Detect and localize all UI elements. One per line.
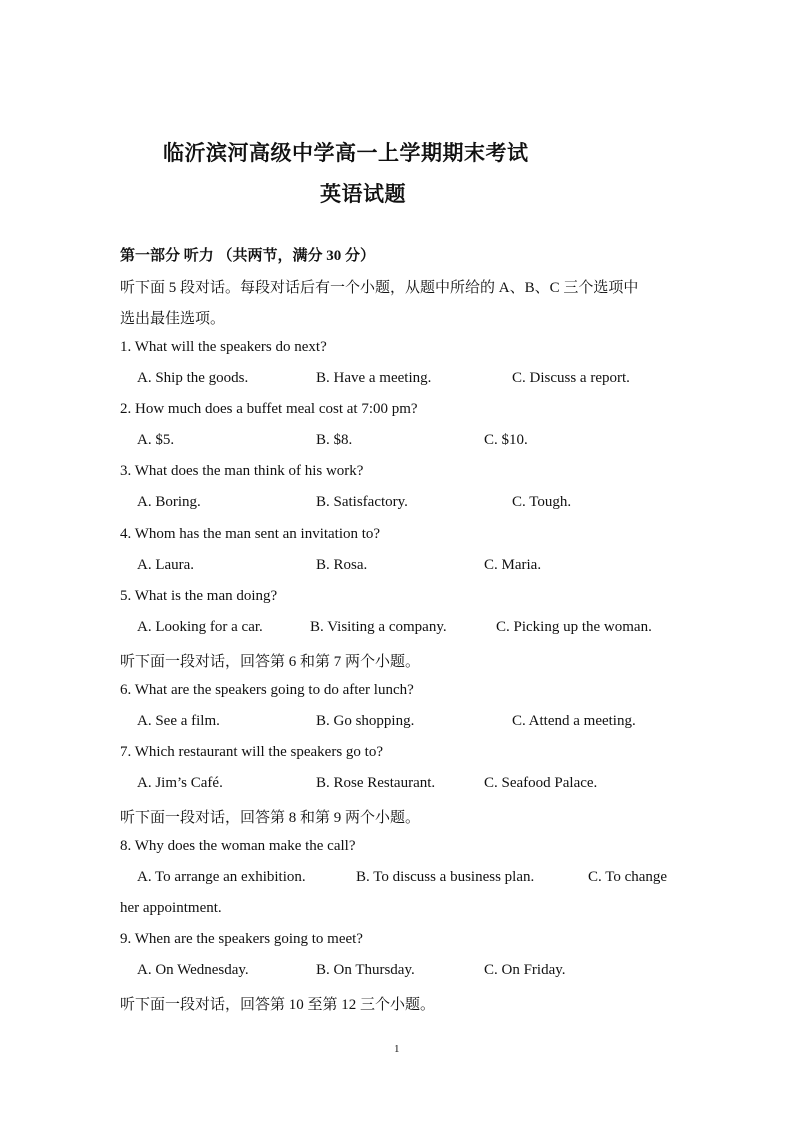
q8-option-b: B. To discuss a business plan. (356, 869, 535, 885)
dialogue-instruction-6-7: 听下面一段对话，回答第 6 和第 7 两个小题。 (120, 654, 421, 670)
page-number: 1 (394, 1043, 400, 1055)
question-7: 7. Which restaurant will the speakers go to? (120, 744, 383, 760)
q5-option-c: C. Picking up the woman. (496, 619, 652, 635)
q8-option-a: A. To arrange an exhibition. (137, 869, 306, 885)
q7-option-b: B. Rose Restaurant. (316, 775, 436, 791)
q5-option-a: A. Looking for a car. (137, 619, 263, 635)
q6-option-a: A. See a film. (137, 713, 220, 729)
q5-option-b: B. Visiting a company. (310, 619, 447, 635)
q1-option-b: B. Have a meeting. (316, 370, 432, 386)
question-8: 8. Why does the woman make the call? (120, 838, 356, 854)
instruction-line-1: 听下面 5 段对话。每段对话后有一个小题，从题中所给的 A、B、C 三个选项中 (120, 280, 639, 296)
q1-option-a: A. Ship the goods. (137, 370, 249, 386)
q6-option-c: C. Attend a meeting. (512, 713, 636, 729)
q4-option-a: A. Laura. (137, 557, 195, 573)
instruction-line-2: 选出最佳选项。 (120, 311, 226, 327)
question-5: 5. What is the man doing? (120, 588, 278, 604)
question-2: 2. How much does a buffet meal cost at 7:00 pm? (120, 401, 418, 417)
q9-option-a: A. On Wednesday. (137, 962, 249, 978)
page-title: 临沂滨河高级中学高一上学期期末考试 (163, 141, 529, 165)
q4-option-b: B. Rosa. (316, 557, 368, 573)
q3-option-a: A. Boring. (137, 494, 201, 510)
question-4: 4. Whom has the man sent an invitation to? (120, 526, 381, 542)
q8-option-c-continuation: her appointment. (120, 900, 222, 916)
q3-option-c: C. Tough. (512, 494, 572, 510)
q4-option-c: C. Maria. (484, 557, 542, 573)
q6-option-b: B. Go shopping. (316, 713, 415, 729)
q1-option-c: C. Discuss a report. (512, 370, 630, 386)
question-3: 3. What does the man think of his work? (120, 463, 364, 479)
section-header: 第一部分 听力 （共两节，满分 30 分） (120, 248, 376, 264)
dialogue-instruction-8-9: 听下面一段对话，回答第 8 和第 9 两个小题。 (120, 810, 421, 826)
question-9: 9. When are the speakers going to meet? (120, 931, 363, 947)
dialogue-instruction-10-12: 听下面一段对话，回答第 10 至第 12 三个小题。 (120, 997, 436, 1013)
page-subtitle: 英语试题 (320, 182, 406, 206)
q9-option-b: B. On Thursday. (316, 962, 415, 978)
q8-option-c: C. To change (588, 869, 668, 885)
q7-option-a: A. Jim’s Café. (137, 775, 223, 791)
q2-option-a: A. $5. (137, 432, 175, 448)
q7-option-c: C. Seafood Palace. (484, 775, 598, 791)
question-1: 1. What will the speakers do next? (120, 339, 327, 355)
q9-option-c: C. On Friday. (484, 962, 566, 978)
q2-option-c: C. $10. (484, 432, 528, 448)
question-6: 6. What are the speakers going to do after lunch? (120, 682, 414, 698)
q2-option-b: B. $8. (316, 432, 353, 448)
q3-option-b: B. Satisfactory. (316, 494, 408, 510)
